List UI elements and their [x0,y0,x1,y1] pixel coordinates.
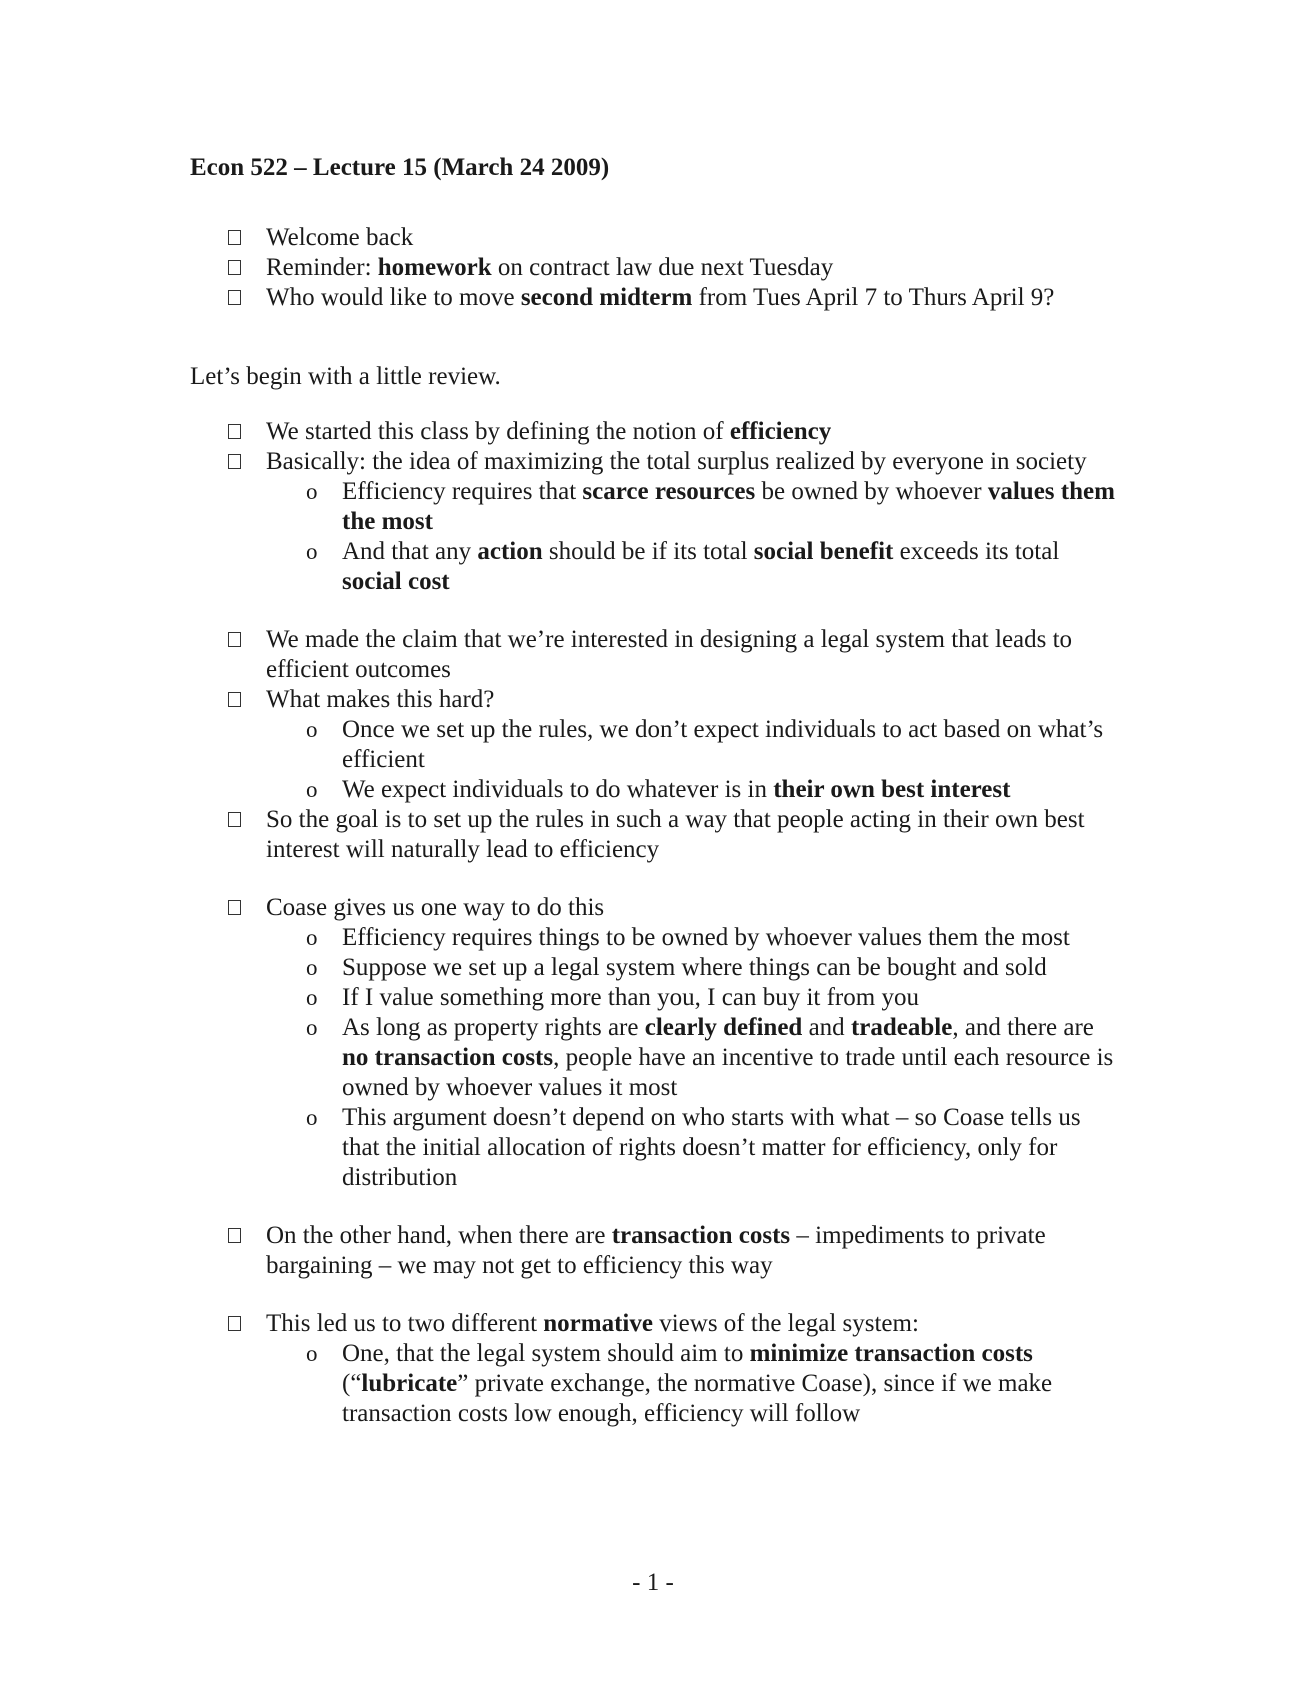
text: , people have an incentive to trade until each resource is owned by whoever values it most [342,1044,1114,1101]
bold-text: values them the most [342,478,1115,535]
text: As long as property rights are [342,1014,645,1041]
bullet-item [0,685,1116,715]
bold-text: minimize transaction costs [749,1340,1033,1367]
text: What makes this hard? [266,686,495,713]
circle-bullet-icon: o [306,925,318,950]
text: If I value something more than you, I can buy it from you [342,984,919,1011]
text: Coase gives us one way to do this [266,894,605,921]
square-bullet-icon [228,632,241,647]
square-bullet-icon [228,812,241,827]
bold-text: transaction costs [611,1222,791,1249]
square-bullet-icon [228,424,241,439]
text: and [802,1014,851,1041]
spacer [0,1281,1306,1309]
lecture-title: Econ 522 – Lecture 15 (March 24 2009) [190,154,610,181]
square-bullet-icon [228,230,241,245]
square-bullet-icon [228,900,241,915]
spacer [0,1193,1306,1221]
bold-text: social benefit [753,538,894,565]
text: Who would like to move [266,284,521,311]
circle-bullet-icon: o [306,479,318,504]
spacer [0,597,1306,625]
text: should be if its total [542,538,754,565]
sub-bullet-item [0,477,1116,537]
bold-text: lubricate [361,1370,458,1397]
circle-bullet-icon: o [306,539,318,564]
bullet-item [0,893,1116,923]
sub-bullet-item [0,983,1116,1013]
sub-bullet-item [0,953,1116,983]
text: Reminder: [266,254,378,281]
text: So the goal is to set up the rules in such a way that people acting in their own best interest will naturally lead to efficiency [266,806,1085,863]
page-number: - 1 - [632,1569,674,1596]
bold-text: homework [377,254,492,281]
sub-bullet-item [0,1339,1116,1429]
text: Welcome back [266,224,414,251]
bullet-item [0,805,1116,865]
circle-bullet-icon: o [306,717,318,742]
bold-text: normative [543,1310,653,1337]
square-bullet-icon [228,1316,241,1331]
square-bullet-icon [228,454,241,469]
text: be owned by whoever [755,478,988,505]
review-list [0,417,1306,1429]
text: – impediments to private bargaining – we may not get to efficiency this way [266,1222,1046,1279]
circle-bullet-icon: o [306,1015,318,1040]
text: from Tues April 7 to Thurs April 9? [692,284,1055,311]
circle-bullet-icon: o [306,985,318,1010]
bold-text: clearly defined [644,1014,803,1041]
sub-bullet-item [0,537,1116,597]
text: , and there are [952,1014,1094,1041]
text: One, that the legal system should aim to [342,1340,750,1367]
text: Once we set up the rules, we don’t expect individuals to act based on what’s efficient [342,716,1104,773]
sub-bullet-item [0,715,1116,775]
text: (“ [342,1370,362,1397]
text: Efficiency requires things to be owned by whoever values them the most [342,924,1070,951]
text: Efficiency requires that [342,478,583,505]
bold-text: social cost [342,568,450,595]
bold-text: action [477,538,543,565]
text: On the other hand, when there are [266,1222,612,1249]
sub-bullet-item [0,775,1116,805]
bold-text: tradeable [850,1014,953,1041]
bullet-item [0,1221,1116,1281]
bold-text: no transaction costs [342,1044,554,1071]
bold-text: scarce resources [582,478,756,505]
circle-bullet-icon: o [306,955,318,980]
text: And that any [342,538,478,565]
sub-bullet-item [0,1013,1116,1103]
text: on contract law due next Tuesday [491,254,834,281]
text: We made the claim that we’re interested in designing a legal system that leads to efficient outcomes [266,626,1073,683]
square-bullet-icon [228,1228,241,1243]
square-bullet-icon [228,290,241,305]
bold-text: their own best interest [773,776,1011,803]
circle-bullet-icon: o [306,1341,318,1366]
square-bullet-icon [228,692,241,707]
bullet-item [0,447,1116,477]
circle-bullet-icon: o [306,1105,318,1130]
text: This argument doesn’t depend on who starts with what – so Coase tells us that the initial allocation of rights doesn’t matter for efficiency, only for distribution [342,1104,1081,1191]
sub-bullet-item [0,923,1116,953]
announcements-list [0,223,1306,313]
text: Suppose we set up a legal system where things can be bought and sold [342,954,1047,981]
square-bullet-icon [228,260,241,275]
text: This led us to two different [266,1310,544,1337]
bullet-item [0,253,1116,283]
spacer [0,865,1306,893]
bullet-item [0,283,1116,313]
bullet-item [0,417,1116,447]
intro-paragraph: Let’s begin with a little review. [190,363,501,390]
text: We expect individuals to do whatever is in [342,776,774,803]
bullet-item [0,625,1116,685]
text: We started this class by defining the notion of [266,418,730,445]
bold-text: second midterm [520,284,693,311]
text: ” private exchange, the normative Coase), since if we make transaction costs low enough, efficiency will follow [342,1370,1053,1427]
sub-bullet-item [0,1103,1116,1193]
bullet-item [0,223,1116,253]
text: exceeds its total [893,538,1060,565]
bullet-item [0,1309,1116,1339]
text: Basically: the idea of maximizing the total surplus realized by everyone in society [266,448,1087,475]
circle-bullet-icon: o [306,777,318,802]
text: views of the legal system: [652,1310,919,1337]
bold-text: efficiency [729,418,832,445]
